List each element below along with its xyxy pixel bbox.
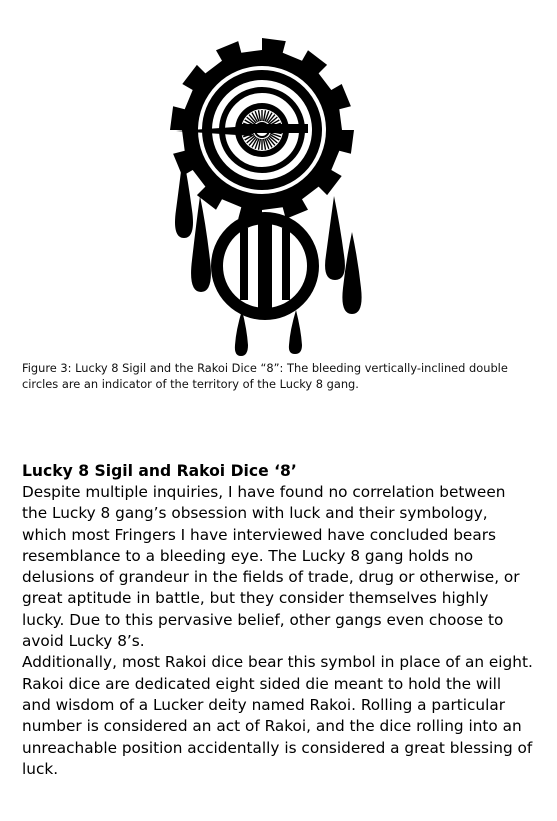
figure-caption: Figure 3: Lucky 8 Sigil and the Rakoi Dice “8”: The bleeding vertically-inclined double circles are an indicator of the territory of the Lucky 8 gang. <box>22 361 508 391</box>
article-paragraph-2: Additionally, most Rakoi dice bear this symbol in place of an eight. Rakoi dice are dedicated eight sided die meant to hold the will and wisdom of a Lucker deity named Rakoi. Rolling a particular number is considered an act of Rakoi, and the dice rolling into an unreachable position accidentally is considered a great blessing of luck. <box>22 653 533 778</box>
lucky-8-sigil-icon <box>0 0 557 360</box>
drip-right-2 <box>342 232 361 314</box>
article-heading: Lucky 8 Sigil and Rakoi Dice ‘8’ <box>22 462 297 480</box>
drip-left-2 <box>191 196 211 292</box>
drip-right <box>325 196 345 280</box>
lower-circle <box>217 218 313 314</box>
article <box>22 460 534 780</box>
figure <box>0 0 557 360</box>
article-paragraph-1: Despite multiple inquiries, I have found no correlation between the Lucky 8 gang’s obsession with luck and their symbology, which most Fringers I have interviewed have concluded bears resemblance to a bleeding eye. The Lucky 8 gang holds no delusions of grandeur in the fields of trade, drug or otherwise, or great aptitude in battle, but they consider themselves highly lucky. Due to this pervasive belief, other gangs even choose to avoid Lucky 8’s. <box>22 483 520 651</box>
